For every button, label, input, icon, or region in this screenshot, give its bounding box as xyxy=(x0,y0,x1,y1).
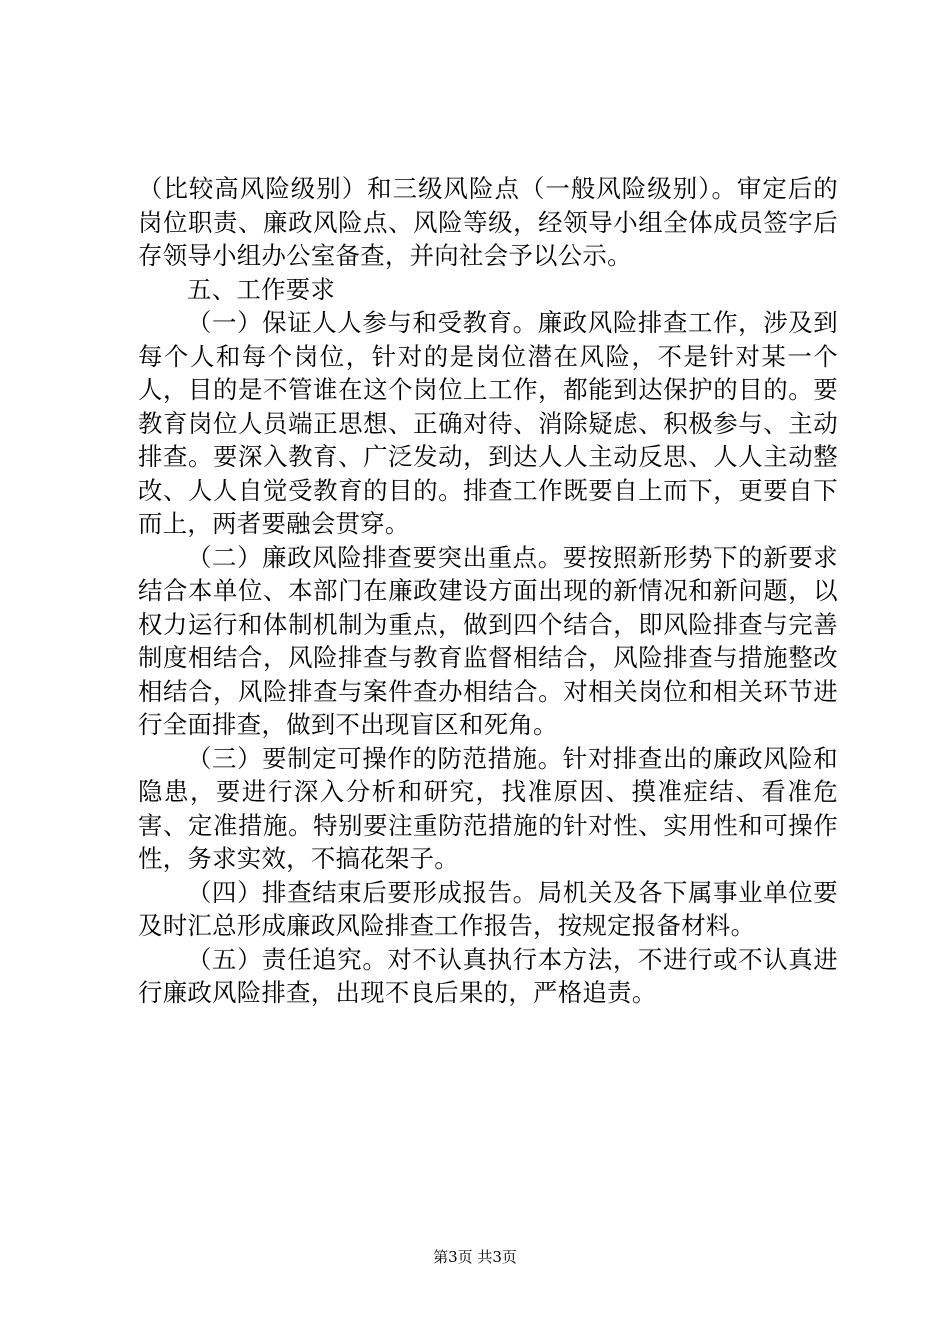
section-heading-work-requirements: 五、工作要求 xyxy=(187,274,336,304)
paragraph-requirement-4: （四）排查结束后要形成报告。局机关及各下属事业单位要及时汇总形成廉政风险排查工作报告，按规定报备材料。 xyxy=(138,877,838,940)
page-number-footer: 第3页 共3页 xyxy=(433,1248,517,1266)
paragraph-continuation: （比较高风险级别）和三级风险点（一般风险级别）。审定后的岗位职责、廉政风险点、风险等级，经领导小组全体成员签字后存领导小组办公室备查，并向社会予以公示。 xyxy=(138,174,838,270)
document-body xyxy=(138,172,838,1010)
paragraph-requirement-1: （一）保证人人参与和受教育。廉政风险排查工作，涉及到每个人和每个岗位，针对的是岗位潜在风险，不是针对某一个人，目的是不管谁在这个岗位上工作，都能到达保护的目的。要教育岗位人员端正思想、正确对待、消除疑虑、积极参与、主动排查。要深入教育、广泛发动，到达人人主动反思、人人主动整改、人人自觉受教育的目的。排查工作既要自上而下，更要自下而上，两者要融会贯穿。 xyxy=(138,308,838,538)
paragraph-requirement-3: （三）要制定可操作的防范措施。针对排查出的廉政风险和隐患，要进行深入分析和研究，找准原因、摸准症结、看准危害、定准措施。特别要注重防范措施的针对性、实用性和可操作性，务求实效，不搞花架子。 xyxy=(138,743,838,873)
paragraph-requirement-2: （二）廉政风险排查要突出重点。要按照新形势下的新要求结合本单位、本部门在廉政建设方面出现的新情况和新问题，以权力运行和体制机制为重点，做到四个结合，即风险排查与完善制度相结合，风险排查与教育监督相结合，风险排查与措施整改相结合，风险排查与案件查办相结合。对相关岗位和相关环节进行全面排查，做到不出现盲区和死角。 xyxy=(138,542,838,739)
paragraph-requirement-5: （五）责任追究。对不认真执行本方法，不进行或不认真进行廉政风险排查，出现不良后果的，严格追责。 xyxy=(138,944,838,1007)
